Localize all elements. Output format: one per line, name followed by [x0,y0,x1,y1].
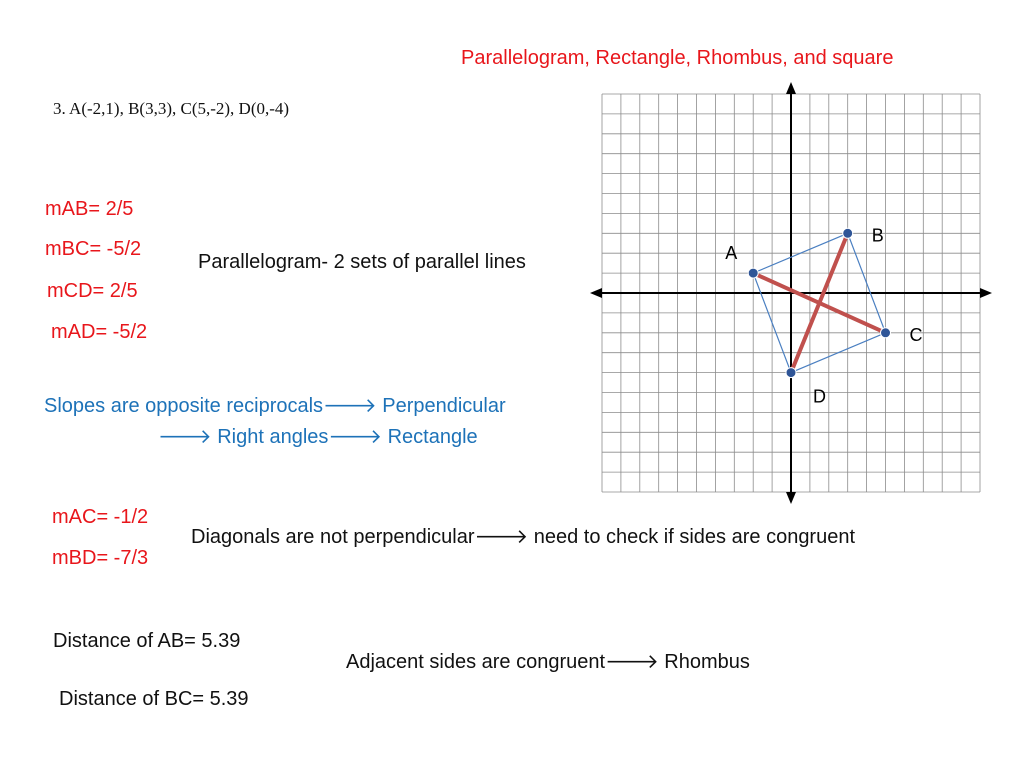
point-labels [725,225,922,406]
slope-ad: mAD= -5/2 [51,321,148,343]
distance-ab: Distance of AB= 5.39 [53,630,241,652]
reciprocal-note-text-d: Rectangle [382,426,478,448]
arrow-right-icon: 🡒 [328,426,383,448]
arrow-right-icon: 🡒 [158,426,212,448]
rhombus-note-text-b: Rhombus [658,651,750,673]
distance-bc: Distance of BC= 5.39 [59,688,249,710]
problem-statement: 3. A(-2,1), B(3,3), C(5,-2), D(0,-4) [53,99,290,118]
point-label-b: B [871,225,884,246]
y-axis-up-arrow-icon [786,82,796,94]
slope-bc: mBC= -5/2 [45,238,142,260]
slope-cd: mCD= 2/5 [47,280,138,302]
reciprocal-note-text-c: Right angles [211,426,329,448]
diagonal-note-text-b: need to check if sides are congruent [528,526,856,548]
x-axis-right-arrow-icon [980,288,992,298]
point-label-d: D [813,386,826,407]
point-label-c: C [909,324,923,345]
point-d [786,368,796,378]
reciprocal-note-text-b: Perpendicular [376,395,506,417]
slope-ab: mAB= 2/5 [45,198,134,220]
axes [590,82,992,504]
point-a [748,268,758,278]
arrow-right-icon: 🡒 [474,526,529,548]
slope-bd: mBD= -7/3 [52,547,149,569]
parallelogram-note: Parallelogram- 2 sets of parallel lines [198,251,526,273]
quadrilateral-group [748,228,890,377]
arrow-right-icon: 🡒 [323,395,377,417]
rhombus-note-text-a: Adjacent sides are congruent [346,651,606,673]
y-axis-down-arrow-icon [786,492,796,504]
x-axis-left-arrow-icon [590,288,602,298]
point-label-a: A [725,243,738,264]
reciprocal-note-text-a: Slopes are opposite reciprocals [44,395,324,417]
point-b [843,228,853,238]
arrow-right-icon: 🡒 [605,651,659,673]
diagonal-note-text-a: Diagonals are not perpendicular [191,526,475,548]
slope-ac: mAC= -1/2 [52,506,149,528]
slide-title: Parallelogram, Rectangle, Rhombus, and square [461,47,894,69]
point-c [881,328,891,338]
